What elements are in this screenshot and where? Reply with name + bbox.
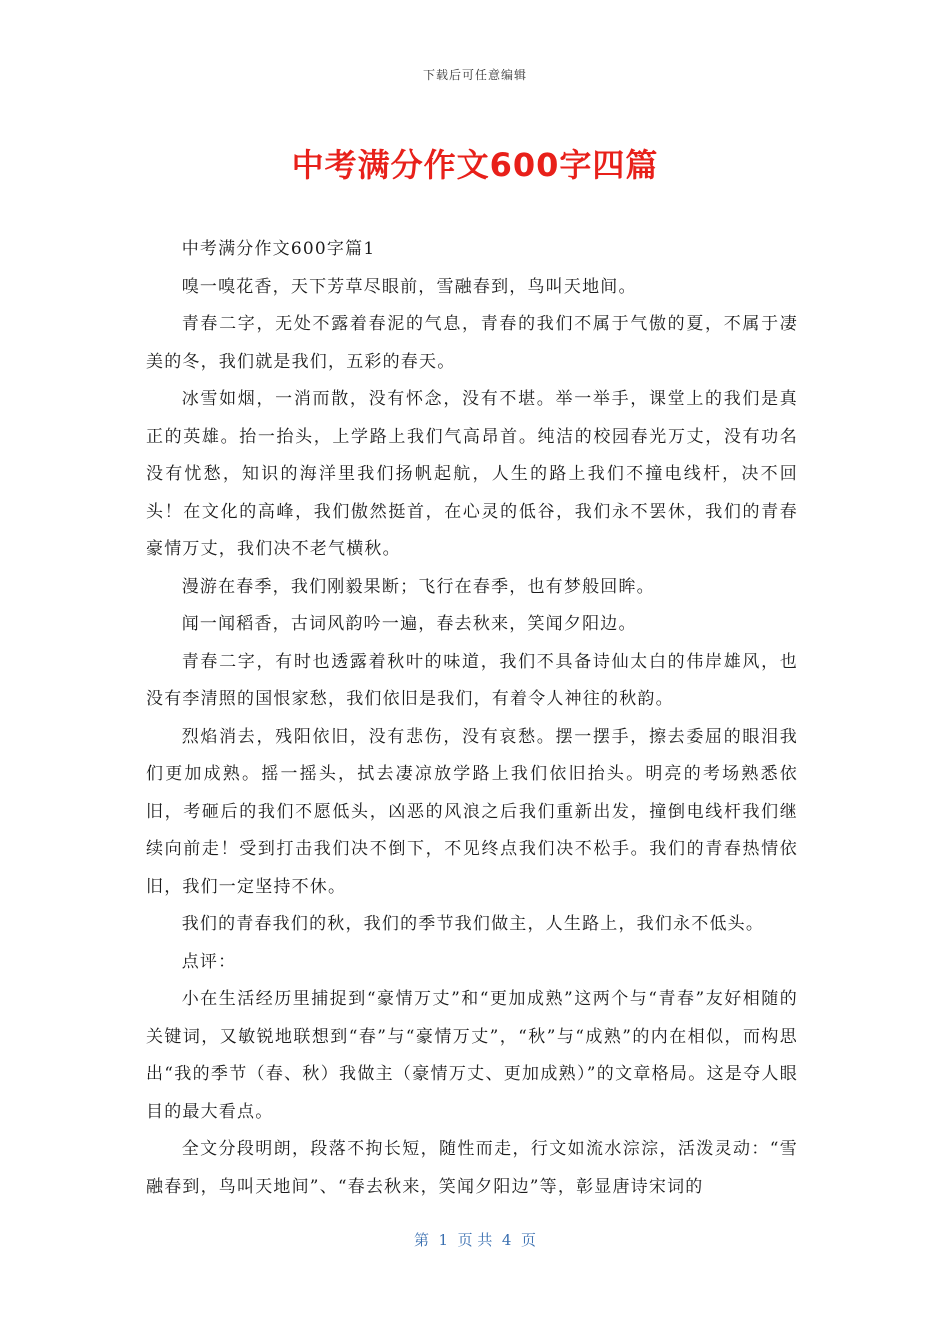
body-text: [146, 231, 798, 1206]
paragraph: 冰雪如烟，一消而散，没有怀念，没有不堪。举一举手，课堂上的我们是真正的英雄。抬一抬头，上学路上我们气高昂首。纯洁的校园春光万丈，没有功名没有忧愁，知识的海洋里我们扬帆起航，人生的路上我们不撞电线杆，决不回头！在文化的高峰，我们傲然挺首，在心灵的低谷，我们永不罢休，我们的青春豪情万丈，我们决不老气横秋。: [146, 389, 798, 559]
header-note: 下载后可任意编辑: [422, 68, 527, 82]
paragraph: 小在生活经历里捕捉到“豪情万丈”和“更加成熟”这两个与“青春”友好相随的关键词，又敏锐地联想到“春”与“豪情万丈”，“秋”与“成熟”的内在相似，而构思出“我的季节（春、秋）我做主（豪情万丈、更加成熟）”的文章格局。这是夺人眼目的最大看点。: [146, 989, 798, 1122]
paragraph: 我们的青春我们的秋，我们的季节我们做主，人生路上，我们永不低头。: [181, 914, 765, 934]
paragraph: 漫游在春季，我们刚毅果断；飞行在春季，也有梦般回眸。: [181, 576, 655, 597]
comment-heading: 点评：: [181, 951, 237, 972]
paragraph: 闻一闻稻香，古词风韵吟一遍，春去秋来，笑闻夕阳边。: [181, 614, 637, 634]
paragraph: 嗅一嗅花香，天下芳草尽眼前，雪融春到，鸟叫天地间。: [181, 276, 637, 297]
paragraph: 青春二字，有时也透露着秋叶的味道，我们不具备诗仙太白的伟岸雄风，也没有李清照的国恨家愁，我们依旧是我们，有着令人神往的秋韵。: [146, 651, 798, 709]
document-title: 中考满分作文600字四篇: [291, 146, 659, 184]
page-number-footer: 第 1 页 共 4 页: [414, 1231, 536, 1249]
paragraph: 青春二字，无处不露着春泥的气息，青春的我们不属于气傲的夏，不属于凄美的冬，我们就是我们，五彩的春天。: [146, 314, 798, 372]
paragraph: 全文分段明朗，段落不拘长短，随性而走，行文如流水淙淙，活泼灵动：“雪融春到，鸟叫天地间”、“春去秋来，笑闻夕阳边”等，彰显唐诗宋词的: [146, 1139, 798, 1197]
section-heading: 中考满分作文600字篇1: [181, 239, 376, 259]
paragraph: 烈焰消去，残阳依旧，没有悲伤，没有哀愁。摆一摆手，擦去委屈的眼泪我们更加成熟。摇一摇头，拭去凄凉放学路上我们依旧抬头。明亮的考场熟悉依旧，考砸后的我们不愿低头，凶恶的风浪之后我们重新出发，撞倒电线杆我们继续向前走！受到打击我们决不倒下，不见终点我们决不松手。我们的青春热情依旧，我们一定坚持不休。: [146, 726, 798, 897]
